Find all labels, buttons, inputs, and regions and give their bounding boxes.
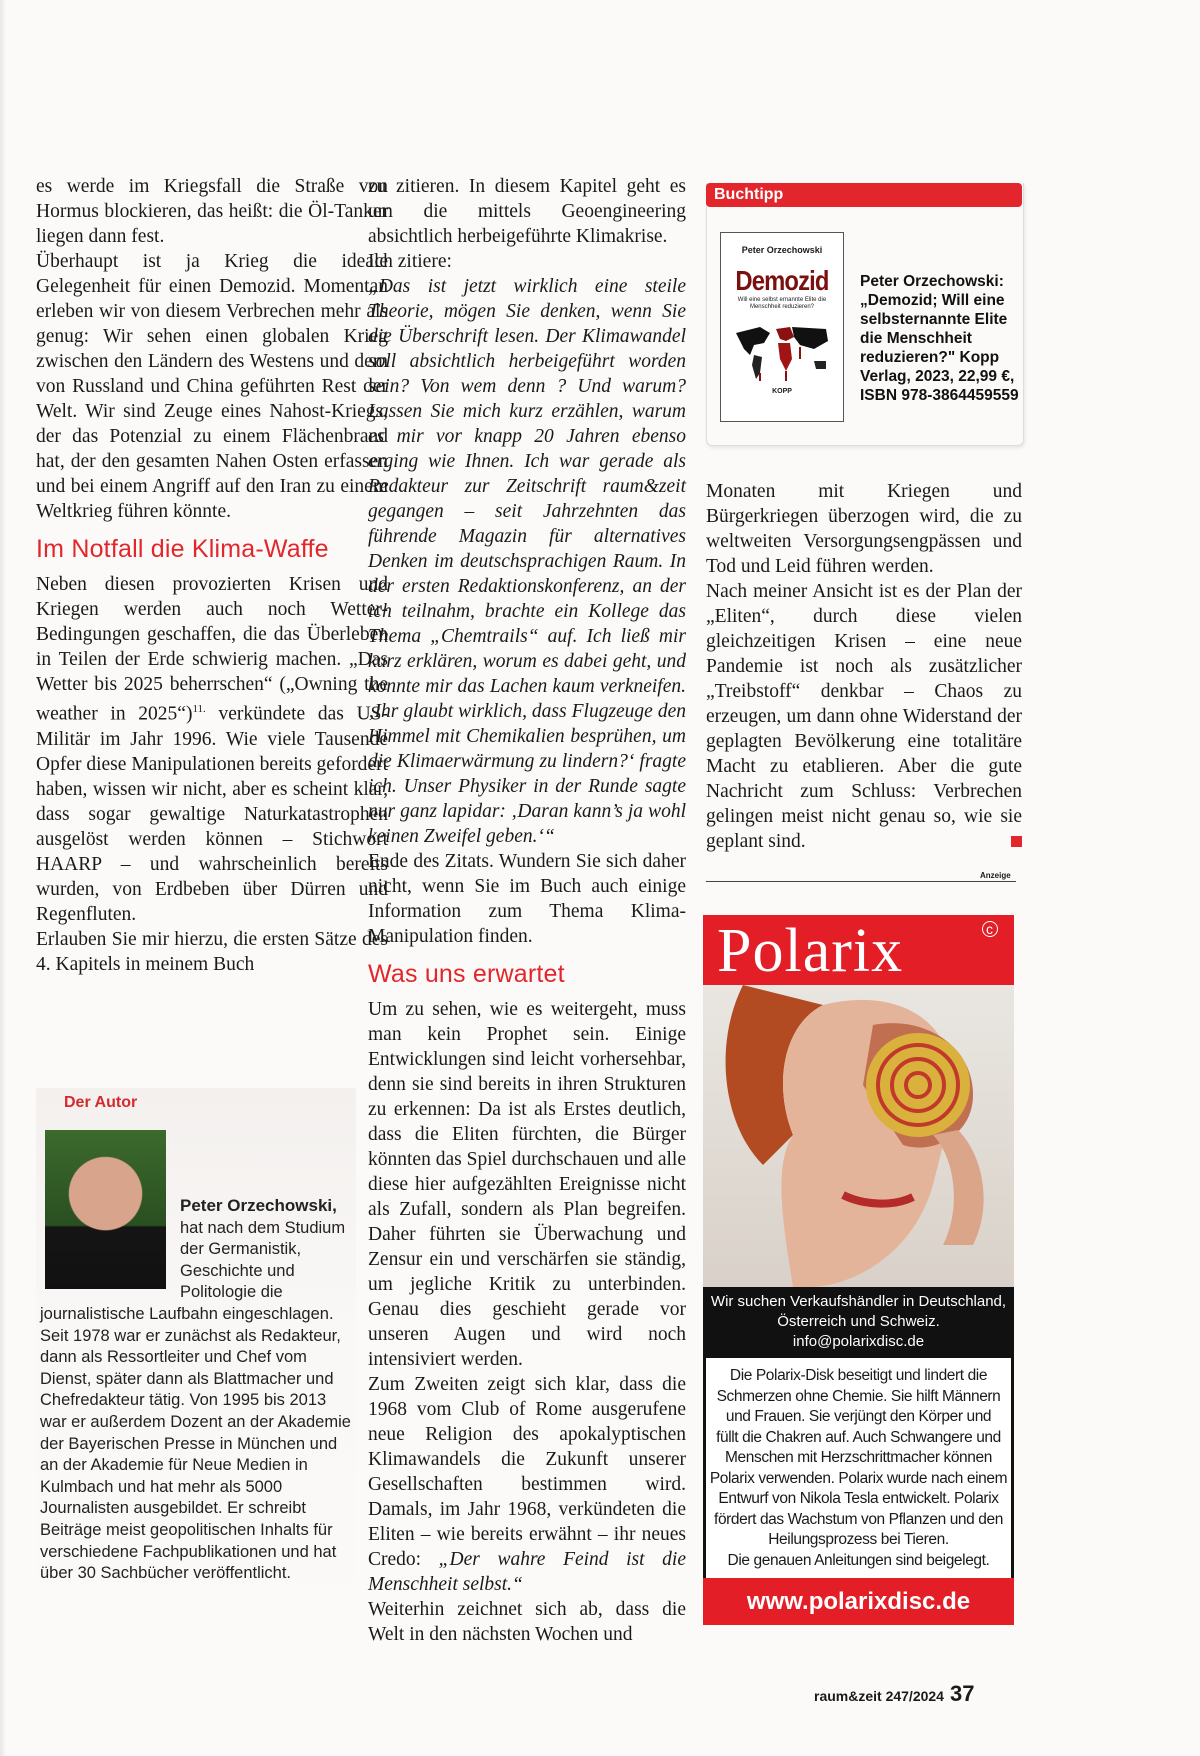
paragraph: Erlauben Sie mir hierzu, die ersten Sätze des 4. Kapitels in meinem Buch: [36, 928, 388, 975]
ad-line: Die genauen Anleitungen sind beigelegt.: [727, 1551, 990, 1569]
cover-subtitle: Will eine selbst ernannte Elite die Menschheit reduzieren?: [737, 297, 827, 310]
ad-line: Entwurf von Nikola Tesla entwickelt. Polarix: [718, 1490, 999, 1507]
paragraph: Um zu sehen, wie es weitergeht, muss man kein Prophet sein. Einige Entwicklungen sind leicht vorhersehbar, denn sie sind bereits in ihren Strukturen zu erkennen: Da ist als Erstes deutlich, dass die Eliten fürchten, die Bürger könnten das Spiel durchschauen und alle diese hier aufgezählten Ereignisse nicht als Zufall, sondern als Plan begreifen. Daher führten sie Überwachung und Zensur ein und verschärfen sie ständig, um jegliche Kritik zu unterbinden. Genau dies geschieht gerade vor unseren Augen und wird noch intensiviert werden.: [368, 999, 686, 1370]
paragraph: [36, 572, 388, 927]
paragraph: Ende des Zitats. Wundern Sie sich daher nicht, wenn Sie im Buch auch einige Information zum Thema Klima-Manipulation finden.: [368, 851, 686, 947]
paragraph: Monaten mit Kriegen und Bürgerkriegen überzogen wird, die zu weltweiten Versorgungsengpässen und Tod und Leid führen werden.: [706, 481, 1022, 577]
author-bio-text: hat nach dem Studium der Germanistik, Geschichte und Politologie die journalistische Laufbahn eingeschlagen. Seit 1978 war er zunächst als Redakteur, dann als Ressortleiter und Chef vom Dienst, später dann als Blattmacher und Chefredakteur tätig. Von 1995 bis 2013 war er außerdem Dozent an der Akademie der Bayerischen Presse in München und an der Akademie für Neue Medien in Kulmbach und hat mehr als 5000 Journalisten ausgebildet. Er schreibt Beiträge meist geopolitischen Inhalts für verschiedene Fachpublikationen und hat über 30 Sachbücher veröffentlicht.: [40, 1218, 351, 1583]
ad-band-line: Österreich und Schweiz.: [777, 1313, 940, 1330]
ad-line: Heilungsprozess bei Tieren.: [768, 1531, 949, 1548]
footnote-ref: 11.: [192, 703, 206, 715]
ad-logo: [703, 915, 1014, 985]
ad-label: Anzeige: [980, 871, 1011, 880]
paragraph-text: verkündete das US-Militär im Jahr 1996. Wie viele Tausende Opfer diese Manipulationen bereits gefordert haben, wissen wir nicht, aber es scheint klar, dass sogar gewaltige Naturkatastrophen ausgelöst werden können – Stichwort HAARP – und wahrscheinlich bereits wurden, von Erdbeben über Dürren und Regenfluten.: [36, 703, 389, 925]
ad-line: und Frauen. Sie verjüngt den Körper und: [725, 1408, 992, 1425]
paragraph-text: Zum Zweiten zeigt sich klar, dass die 1968 vom Club of Rome ausgerufene neue Religion des apokalyptischen Klimawandels die Zukunft unserer Gesellschaften bestimmen wird. Damals, im Jahr 1968, verkündeten die Eliten – wie bereits erwähnt – ihr neues Credo:: [368, 1374, 686, 1570]
ad-line: Die Polarix-Disk beseitigt und lindert die: [729, 1367, 988, 1384]
credo-quote: „Der wahre Feind ist die Menschheit selbst.“: [368, 1549, 686, 1595]
cover-author: Peter Orzechowski: [741, 245, 823, 255]
book-tip-text: Peter Orzechowski: „Demozid; Will eine selbsternannte Elite die Menschheit reduzieren?" Kopp Verlag, 2023, 22,99 €, ISBN 978-3864459559: [860, 273, 1019, 404]
book-quote: „Das ist jetzt wirklich eine steile Theorie, mögen Sie denken, wenn Sie die Überschrift lesen. Der Klimawandel soll absichtlich herbeigeführt worden sein? Von wem denn ? Und warum? Lassen Sie mich kurz erzählen, warum es mir vor knapp 20 Jahren ebenso erging wie Ihnen. Ich war gerade als Redakteur zur Zeitschrift raum&zeit gegangen – seit Jahrzehnten das führende Magazin für alternatives Denken im deutschsprachigen Raum. In der ersten Redaktionskonferenz, an der ich teilnahm, brachte ein Kollege das Thema „Chemtrails“ auf. Ich ließ mir kurz erklären, worum es dabei geht, und konnte mir das Lachen kaum verkneifen. ‚Ihr glaubt wirklich, dass Flugzeuge den Himmel mit Chemikalien besprühen, um die Klimaerwärmung zu lindern?‘ fragte ich. Unser Physiker in der Runde sagte nur ganz lapidar: ‚Daran kann’s ja wohl keinen Zweifel geben.‘“: [368, 276, 686, 847]
section-heading: Was uns erwartet: [368, 960, 565, 988]
cover-title: Demozid: [735, 265, 829, 296]
section-heading: Im Notfall die Klima-Waffe: [36, 535, 329, 563]
paragraph: es werde im Kriegsfall die Straße von Hormus blockieren, das heißt: die Öl-Tanker liegen dann fest.: [36, 176, 388, 247]
ad-line: füllt die Chakren auf. Auch Schwangere und: [716, 1428, 1001, 1446]
ad-line: Polarix verwenden. Polarix wurde nach einem: [709, 1469, 1008, 1487]
paragraph: Weiterhin zeichnet sich ab, dass die Welt in den nächsten Wochen und: [368, 1599, 686, 1645]
ad-email[interactable]: info@polarixdisc.de: [792, 1333, 925, 1350]
ad-website-link[interactable]: www.polarixdisc.de: [703, 1578, 1014, 1625]
book-cover: [720, 232, 844, 422]
copyright-icon: c: [982, 921, 998, 937]
ad-photo: [703, 985, 1014, 1287]
page-number: 37: [949, 1681, 975, 1706]
paragraph: zu zitieren. In diesem Kapitel geht es um die mittels Geoengineering absichtlich herbeigeführte Klimakrise.: [368, 176, 686, 247]
page-footer: [814, 1681, 974, 1707]
paragraph: [706, 579, 1022, 854]
paragraph-text: Nach meiner Ansicht ist es der Plan der „Eliten“, durch diese vielen gleichzeitigen Krisen – eine neue Pandemie ist noch als zusätzlicher „Treibstoff“ denkbar – Chaos zu erzeugen, um dann ohne Widerstand der geplagten Bevölkerung eine totalitäre Macht zu etablieren. Aber die gute Nachricht zum Schluss: Verbrechen gelingen meist nicht genau so, wie sie geplant sind.: [706, 581, 1022, 852]
paragraph-text: Neben diesen provozierten Krisen und Kriegen werden auch noch Wetter-Bedingungen geschaffen, die das Überleben in Teilen der Erde schwierig machen. „Das Wetter bis 2025 beherrschen“ („Owning the weather in 2025“): [36, 574, 388, 725]
author-box: [36, 1088, 356, 1703]
ad-description: [703, 1358, 1014, 1578]
ad-line: Menschen mit Herzschrittmacher können: [725, 1449, 992, 1466]
article-column-2: [368, 174, 686, 1647]
world-map-icon: [730, 319, 834, 383]
ad-line: fördert das Wachstum von Pflanzen und den: [714, 1510, 1003, 1528]
ad-dealer-band: [703, 1287, 1014, 1358]
woman-with-disc-image: [703, 985, 1014, 1287]
article-column-3: [706, 479, 1022, 854]
ad-line: Schmerzen ohne Chemie. Sie hilft Männern: [716, 1387, 1001, 1405]
divider: [706, 881, 1016, 882]
photo-spacer: [40, 1195, 180, 1298]
article-column-1: [36, 174, 388, 977]
paragraph: Überhaupt ist ja Krieg die ideale Gelegenheit für einen Demozid. Momentan erleben wir von diesem Verbrechen mehr als genug: Wir sehen einen globalen Krieg zwischen den Ländern des Westens und dem von Russland und China geführten Rest der Welt. Wir sind Zeuge eines Nahost-Kriegs, der das Potenzial zu einem Flächenbrand hat, der den gesamten Nahen Osten erfassen und bei einem Angriff auf den Iran zu einem Weltkrieg führen könnte.: [36, 251, 388, 522]
polarix-advertisement[interactable]: [703, 915, 1014, 1625]
end-mark-icon: [1011, 836, 1022, 847]
magazine-issue: raum&zeit 247/2024: [814, 1688, 944, 1704]
ad-band-line: Wir suchen Verkaufshändler in Deutschland,: [710, 1293, 1007, 1310]
author-name: Peter Orzechowski,: [180, 1196, 337, 1215]
author-heading: Der Autor: [64, 1094, 138, 1111]
paragraph: [368, 1372, 686, 1597]
cover-publisher: KOPP: [772, 388, 792, 395]
scan-edge: [0, 0, 6, 1756]
ad-logo-text: Polarix: [717, 917, 904, 985]
paragraph: Ich zitiere:: [368, 251, 452, 272]
book-tip-header: Buchtipp: [706, 183, 1022, 207]
author-bio: [40, 1195, 352, 1585]
